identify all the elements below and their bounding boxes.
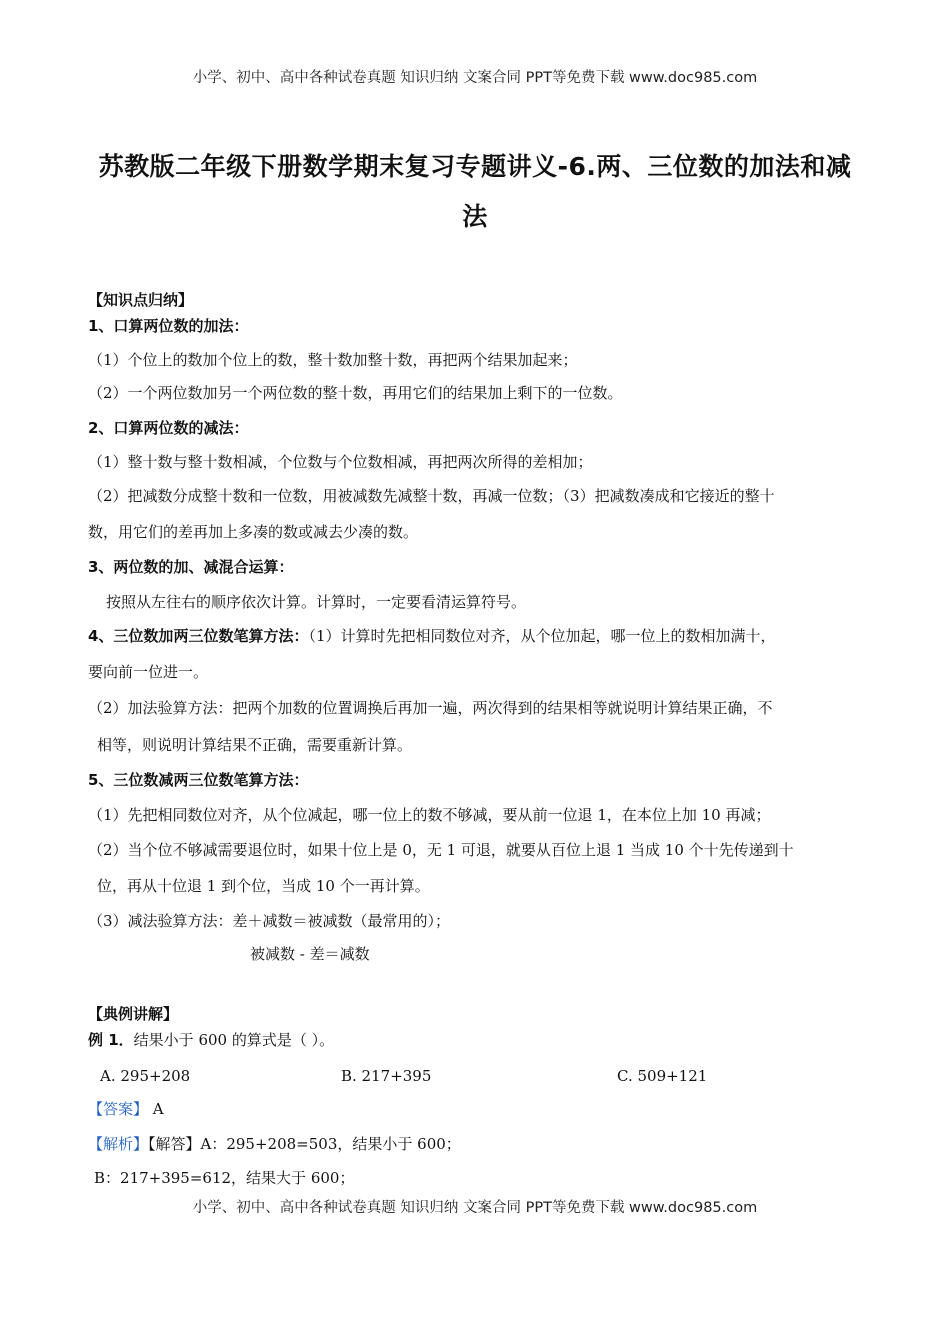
section-5-point-1: （1）先把相同数位对齐，从个位减起，哪一位上的数不够减，要从前一位退 1，在本位上加 10 再减； [88,806,771,824]
option-c: C. 509+121 [617,1067,708,1085]
document-title [80,142,870,242]
section-2-point-1: （1）整十数与整十数相减，个位数与个位数相减，再把两次所得的差相加； [88,453,593,471]
section-4-point-2: （2）加法验算方法：把两个加数的位置调换后再加一遍，两次得到的结果相等就说明计算结果正确，不 [88,699,773,717]
section-4-title: 4、三位数加两三位数笔算方法： [88,627,309,645]
answer-value: A [152,1100,164,1118]
section-4-point-1-cont: 要向前一位进一。 [88,663,209,681]
section-3-title: 3、两位数的加、减混合运算： [88,558,294,576]
section-5-point-3: （3）减法验算方法：差＋减数＝被减数（最常用的）； [88,912,451,930]
analysis-text: 【解答】A：295+208=503，结果小于 600； [148,1135,461,1153]
analysis-line [88,1134,868,1154]
section-2-point-2: （2）把减数分成整十数和一位数，用被减数先减整十数，再减一位数；（3）把减数凑成和它接近的整十 [88,487,775,505]
example-question [88,1030,868,1050]
section-5-title: 5、三位数减两三位数笔算方法： [88,771,309,789]
section-2-title: 2、口算两位数的减法： [88,419,249,437]
section-4-point-1: （1）计算时先把相同数位对齐，从个位加起，哪一位上的数相加满十， [308,627,776,645]
section-1-title: 1、口算两位数的加法： [88,317,249,335]
title-line-1: 苏教版二年级下册数学期末复习专题讲义-6.两、三位数的加法和减 [98,152,852,181]
example-question-text: 结果小于 600 的算式是（ ）。 [133,1031,335,1049]
title-line-2: 法 [462,202,488,231]
answer-line [88,1099,868,1119]
option-b: B. 217+395 [341,1067,432,1085]
section-5-point-2-cont: 位，再从十位退 1 到个位，当成 10 个一再计算。 [97,877,430,895]
section-2-point-2-cont: 数，用它们的差再加上多凑的数或减去少凑的数。 [88,523,419,541]
example-heading: 【典例讲解】 [88,1005,179,1023]
section-1-point-1: （1）个位上的数加个位上的数，整十数加整十数，再把两个结果加起来； [88,351,578,369]
analysis-label: 【解析】 [88,1135,149,1153]
page-header: 小学、初中、高中各种试卷真题 知识归纳 文案合同 PPT等免费下载 www.doc985.com [192,70,758,86]
section-4-line [88,626,868,646]
section-4-point-2-cont: 相等，则说明计算结果不正确，需要重新计算。 [97,736,413,754]
section-5-point-3-cont: 被减数 - 差＝减数 [250,945,370,963]
option-a: A. 295+208 [100,1067,191,1085]
section-3-point-1: 按照从左往右的顺序依次计算。计算时，一定要看清运算符号。 [106,593,527,611]
example-label: 例 1． [88,1031,134,1049]
answer-label: 【答案】 [88,1100,149,1118]
analysis-b: B：217+395=612，结果大于 600； [94,1169,355,1187]
knowledge-heading: 【知识点归纳】 [88,291,194,309]
page-footer: 小学、初中、高中各种试卷真题 知识归纳 文案合同 PPT等免费下载 www.doc985.com [192,1200,758,1216]
section-5-point-2: （2）当个位不够减需要退位时，如果十位上是 0，无 1 可退，就要从百位上退 1 当成 10 个十先传递到十 [88,841,794,859]
section-1-point-2: （2）一个两位数加另一个两位数的整十数，再用它们的结果加上剩下的一位数。 [88,384,623,402]
